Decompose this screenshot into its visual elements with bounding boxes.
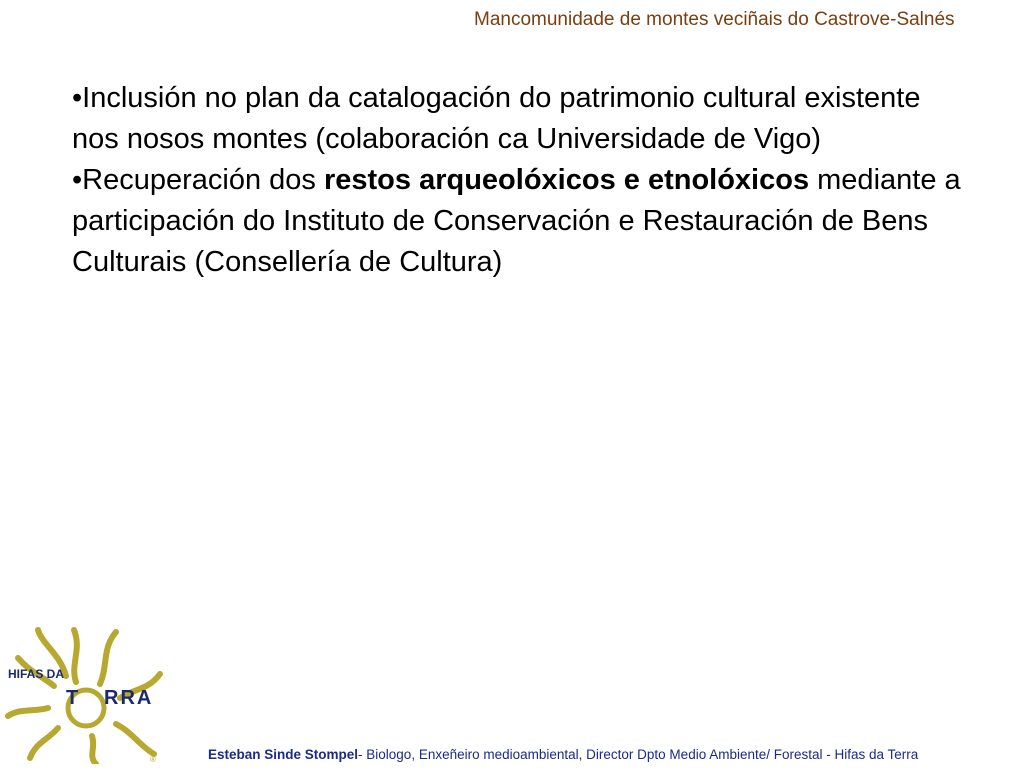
bullet-text-bold: restos arqueolóxicos e etnolóxicos	[323, 164, 810, 196]
footer-name: Esteban Sinde Stompel	[208, 747, 359, 762]
bullet-marker: •	[72, 164, 83, 196]
bullet-text-before: Recuperación dos	[82, 164, 324, 196]
bullet-text-after: mediante a participación do Instituto de Conservación e Restauración de Bens Culturais (Consellería de Cultura)	[72, 164, 961, 278]
header-title: Mancomunidade de montes veciñais do Castrove-Salnés	[474, 9, 955, 30]
footer-credit	[208, 746, 918, 764]
bullet-marker: •	[72, 82, 83, 114]
bullet-item-2	[72, 160, 972, 283]
footer-description: - Biologo, Enxeñeiro medioambiental, Director Dpto Medio Ambiente/ Forestal - Hifas da Terra	[358, 747, 919, 762]
bullet-text: Inclusión no plan da catalogación do patrimonio cultural existente nos nosos montes (colaboración ca Universidade de Vigo)	[72, 82, 921, 155]
logo-text-t: T	[66, 687, 79, 709]
body-content	[72, 78, 972, 283]
logo-text-rra: RRA	[104, 687, 154, 709]
registered-mark: ®	[150, 755, 156, 764]
logo-text-line1: HIFAS DA	[8, 667, 65, 681]
bullet-item-1	[72, 78, 972, 160]
hifas-da-terra-logo	[4, 624, 164, 764]
